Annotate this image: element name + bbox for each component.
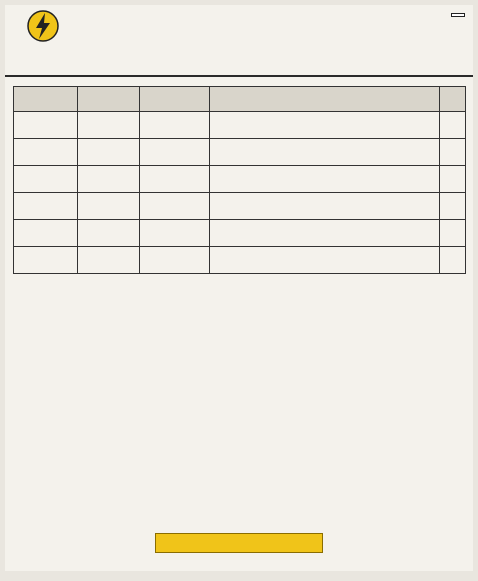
cell-estimate xyxy=(78,112,140,139)
cell-row xyxy=(440,220,466,247)
cell-row xyxy=(440,166,466,193)
table-row xyxy=(14,193,466,220)
cell-estimate xyxy=(78,166,140,193)
table-row xyxy=(14,139,466,166)
tender-notice-page xyxy=(5,5,473,571)
col-header-estimate xyxy=(78,87,140,112)
cell-subject xyxy=(210,220,440,247)
table-row xyxy=(14,166,466,193)
cell-estimate xyxy=(78,220,140,247)
cell-guarantee xyxy=(14,112,78,139)
cell-number xyxy=(140,112,210,139)
cell-estimate xyxy=(78,247,140,274)
round-tag xyxy=(451,13,465,17)
cell-guarantee xyxy=(14,193,78,220)
cell-number xyxy=(140,193,210,220)
cell-subject xyxy=(210,247,440,274)
col-header-row xyxy=(440,87,466,112)
lightning-icon xyxy=(26,9,60,43)
cell-number xyxy=(140,166,210,193)
col-header-number xyxy=(140,87,210,112)
table-header-row xyxy=(14,87,466,112)
notice-body xyxy=(5,277,473,493)
company-logo xyxy=(13,9,73,44)
cell-guarantee xyxy=(14,220,78,247)
cell-guarantee xyxy=(14,247,78,274)
table-row xyxy=(14,112,466,139)
cell-subject xyxy=(210,193,440,220)
cell-subject xyxy=(210,139,440,166)
intro-block xyxy=(5,77,473,83)
cell-subject xyxy=(210,112,440,139)
cell-guarantee xyxy=(14,166,78,193)
cell-number xyxy=(140,220,210,247)
cell-number xyxy=(140,139,210,166)
cell-estimate xyxy=(78,193,140,220)
cell-subject xyxy=(210,166,440,193)
cell-estimate xyxy=(78,139,140,166)
col-header-guarantee xyxy=(14,87,78,112)
cell-row xyxy=(440,193,466,220)
tender-table xyxy=(13,86,466,274)
cell-row xyxy=(440,139,466,166)
cell-row xyxy=(440,247,466,274)
cell-number xyxy=(140,247,210,274)
col-header-subject xyxy=(210,87,440,112)
footer-banner xyxy=(155,533,323,553)
table-row xyxy=(14,247,466,274)
notice-header xyxy=(5,5,473,77)
cell-guarantee xyxy=(14,139,78,166)
table-row xyxy=(14,220,466,247)
cell-row xyxy=(440,112,466,139)
